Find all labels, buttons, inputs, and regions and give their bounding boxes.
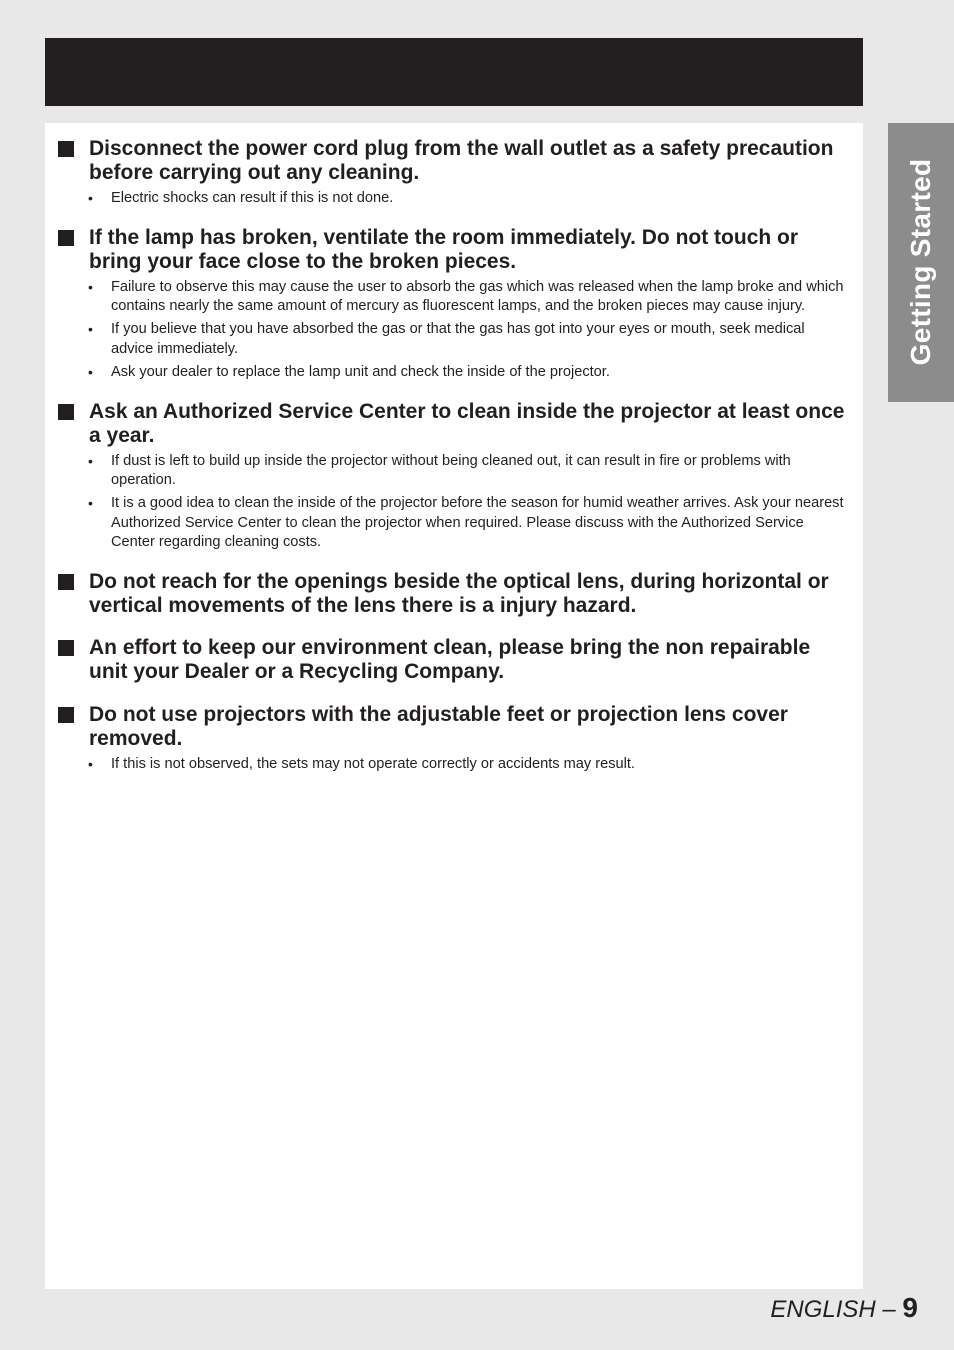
bullet-list: [58, 278, 848, 383]
section-heading: Ask an Authorized Service Center to clean inside the projector at least once a year.: [58, 400, 848, 448]
bullet-dot-icon: •: [88, 756, 93, 773]
section-service-center: [58, 400, 848, 553]
side-tab-label: Getting Started: [905, 158, 936, 366]
section-heading: If the lamp has broken, ventilate the room immediately. Do not touch or bring your face close to the broken pieces.: [58, 226, 848, 274]
list-item: • Electric shocks can result if this is not done.: [58, 189, 848, 209]
square-bullet-icon: [58, 141, 74, 157]
header-bar: [45, 38, 863, 106]
list-item: • Ask your dealer to replace the lamp unit and check the inside of the projector.: [58, 363, 848, 383]
bullet-dot-icon: •: [88, 363, 93, 380]
bullet-list: [58, 452, 848, 553]
section-heading: Disconnect the power cord plug from the wall outlet as a safety precaution before carrying out any cleaning.: [58, 137, 848, 185]
bullet-list: [58, 755, 848, 775]
square-bullet-icon: [58, 230, 74, 246]
list-item: • If dust is left to build up inside the projector without being cleaned out, it can result in fire or problems with operation.: [88, 452, 791, 489]
bullet-dot-icon: •: [88, 452, 93, 469]
footer-language: ENGLISH: [770, 1296, 876, 1323]
section-cleaning-power: [58, 137, 848, 209]
side-tab: [888, 123, 954, 402]
section-heading: Do not use projectors with the adjustable feet or projection lens cover removed.: [58, 703, 848, 751]
section-feet-lens-cover: [58, 703, 848, 775]
page-footer: [770, 1292, 918, 1324]
bullet-dot-icon: •: [88, 278, 93, 295]
list-item: • It is a good idea to clean the inside of the projector before the season for humid weather arrives. Ask your nearest Authorized Service Center to clean the projector when required. Please discuss with the Authorized Service Center regarding cleaning costs.: [88, 495, 844, 551]
square-bullet-icon: [58, 707, 74, 723]
bullet-dot-icon: •: [88, 190, 93, 206]
section-broken-lamp: [58, 226, 848, 383]
square-bullet-icon: [58, 574, 74, 590]
footer-separator: –: [875, 1296, 903, 1323]
bullet-dot-icon: •: [88, 321, 93, 338]
square-bullet-icon: [58, 640, 74, 656]
bullet-list: [58, 189, 848, 209]
section-heading: Do not reach for the openings beside the optical lens, during horizontal or vertical movements of the lens there is a injury hazard.: [58, 570, 848, 618]
list-item: • If this is not observed, the sets may not operate correctly or accidents may result.: [58, 755, 848, 775]
sections: [58, 137, 848, 778]
section-environment: [58, 636, 848, 684]
square-bullet-icon: [58, 404, 74, 420]
section-heading: An effort to keep our environment clean, please bring the non repairable unit your Dealer or a Recycling Company.: [58, 636, 848, 684]
list-item: • Failure to observe this may cause the user to absorb the gas which was released when the lamp broke and which contains nearly the same amount of mercury as fluorescent lamps, and the broken pieces may cause injury.: [88, 278, 844, 315]
section-lens-openings: [58, 570, 848, 618]
bullet-dot-icon: •: [88, 495, 93, 512]
list-item: • If you believe that you have absorbed the gas or that the gas has got into your eyes or mouth, seek medical advice immediately.: [88, 321, 805, 357]
page-number: 9: [902, 1292, 918, 1323]
